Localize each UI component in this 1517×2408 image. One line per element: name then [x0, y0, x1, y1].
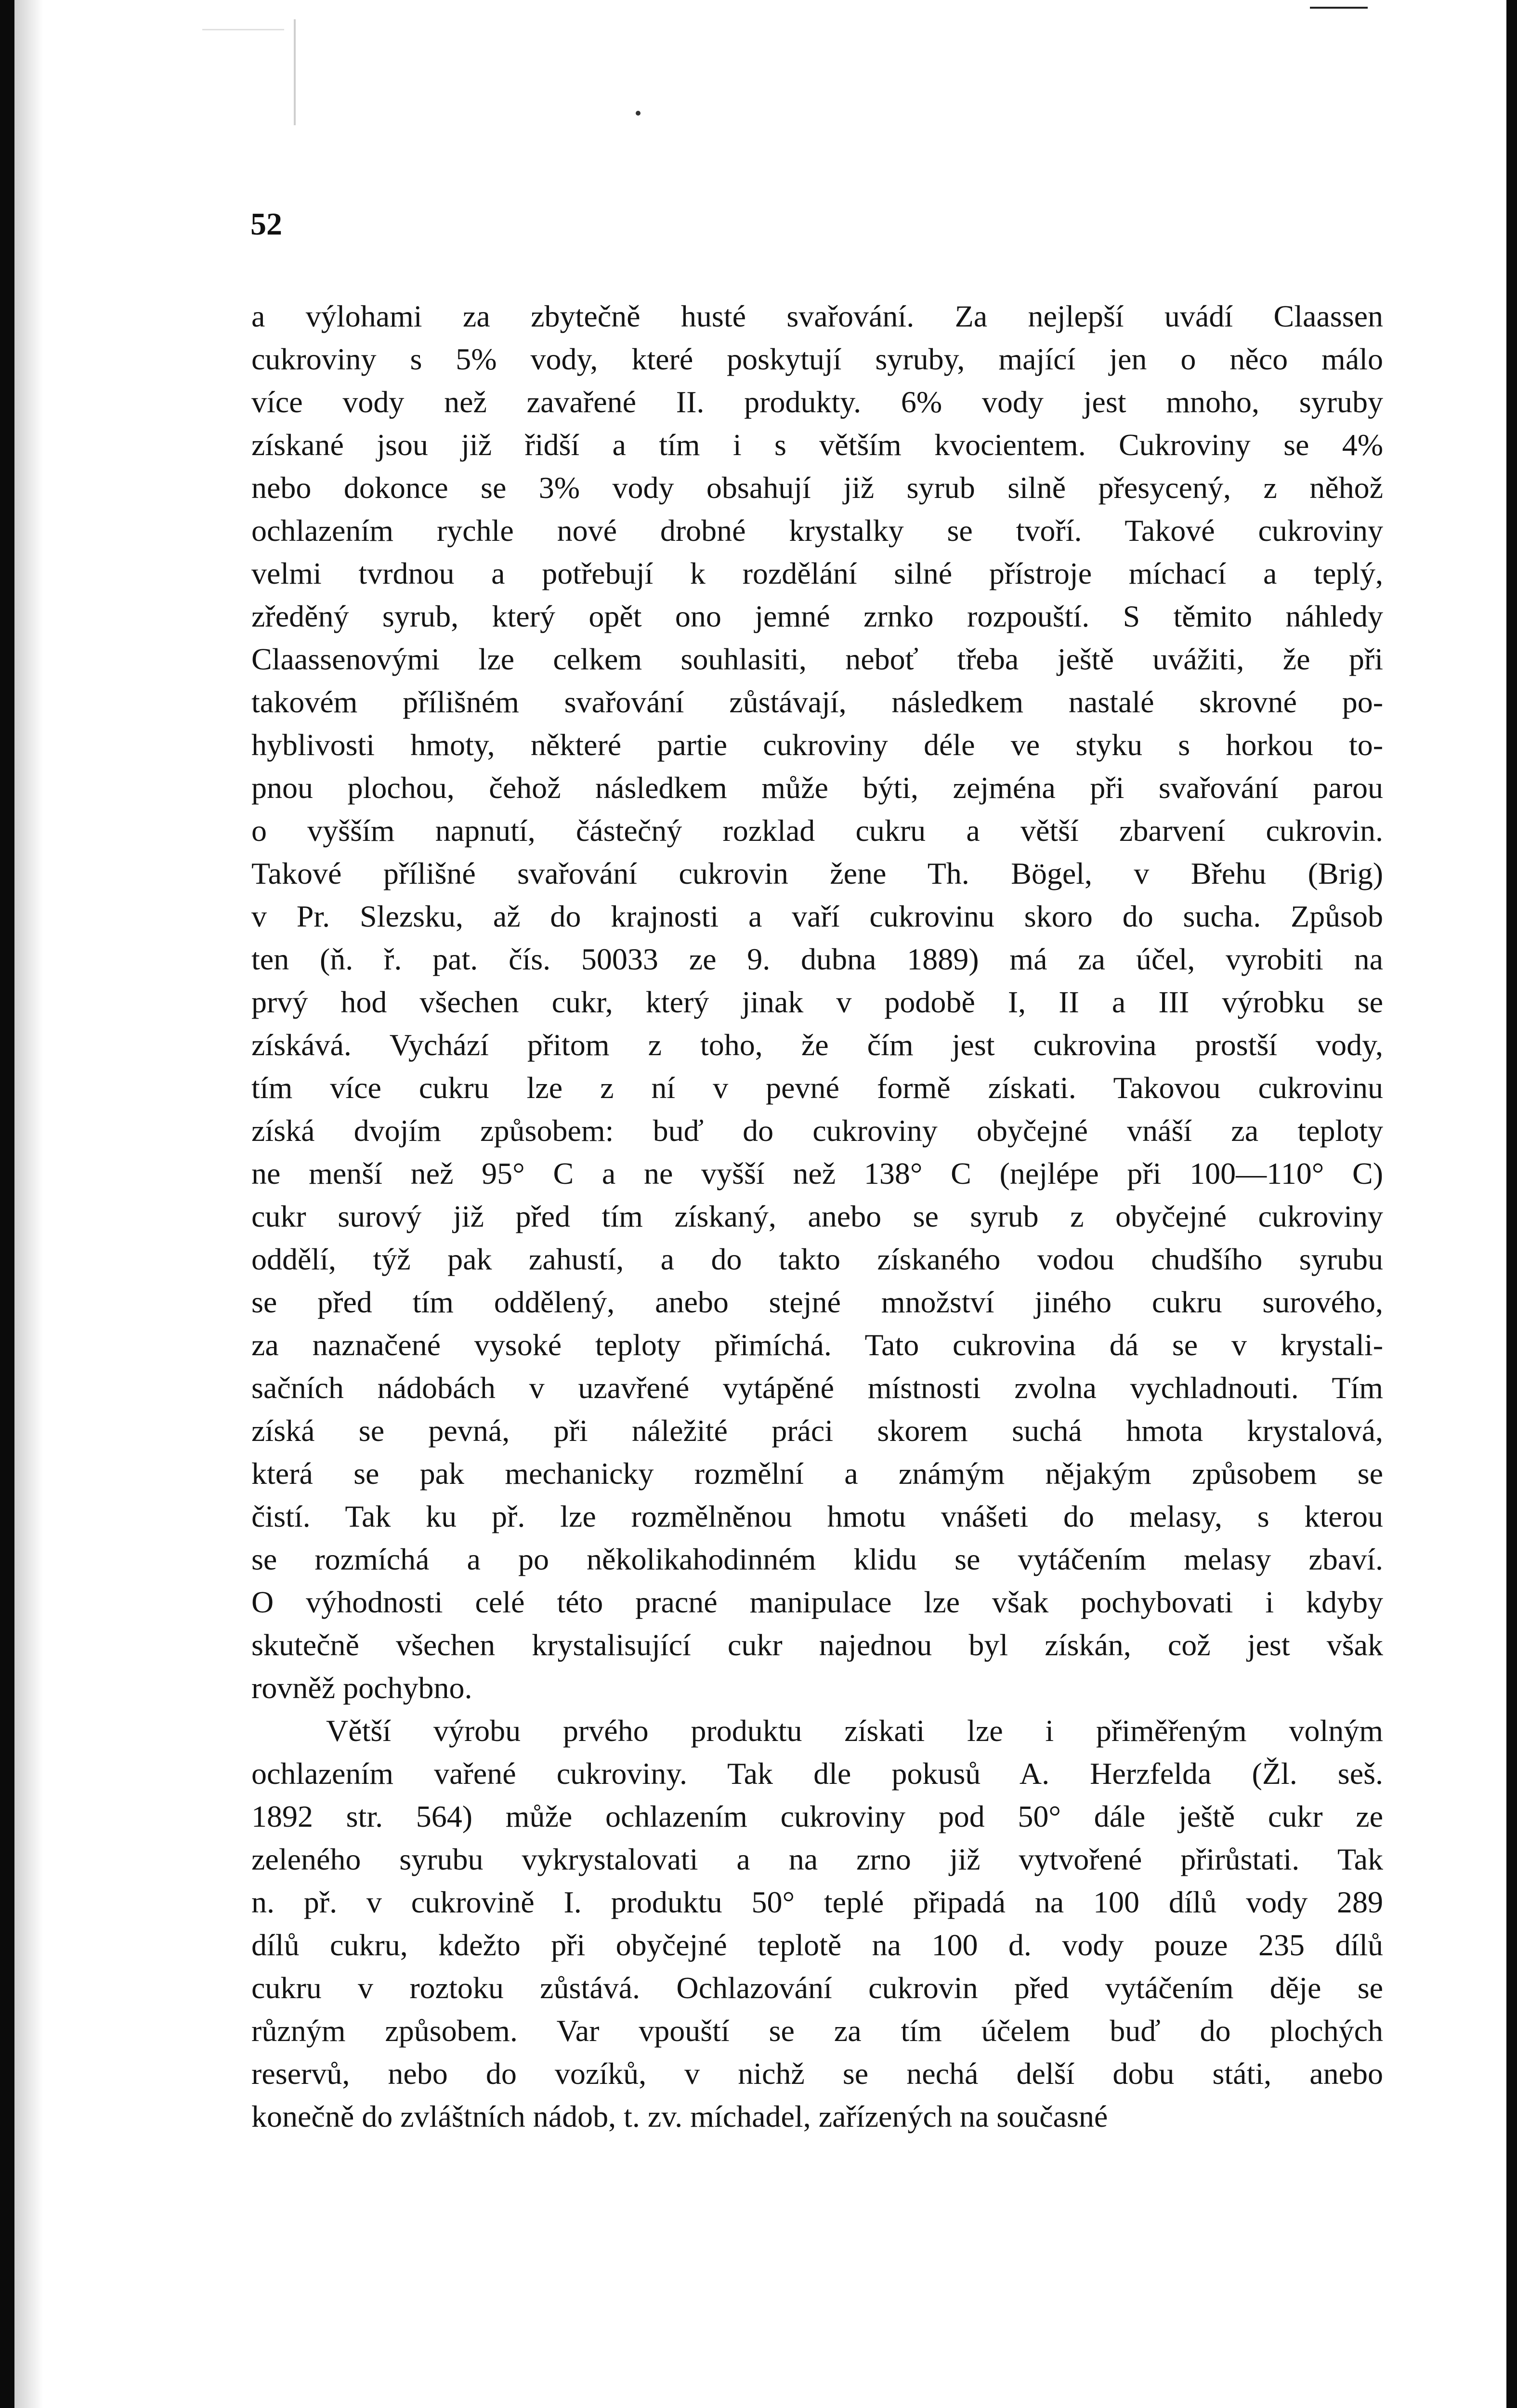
text-line: různým způsobem. Var vpouští se za tím účelem buď do plochých	[251, 2014, 1383, 2048]
text-line: získává. Vychází přitom z toho, že čím jest cukrovina prostší vody,	[251, 1028, 1383, 1062]
text-line: získá dvojím způsobem: buď do cukroviny obyčejné vnáší za teploty	[251, 1113, 1383, 1148]
scan-edge-shadow	[14, 0, 43, 2408]
text-line: zředěný syrub, který opět ono jemné zrnko rozpouští. S těmito náhledy	[251, 599, 1383, 633]
text-line: ochlazením rychle nové drobné krystalky se tvoří. Takové cukroviny	[251, 513, 1383, 548]
paragraph	[251, 1709, 1383, 2138]
text-line: získané jsou již řidší a tím i s větším kvocientem. Cukroviny se 4%	[251, 428, 1383, 462]
text-line: ochlazením vařené cukroviny. Tak dle pokusů A. Herzfelda (Žl. seš.	[251, 1756, 1383, 1791]
text-line: cukru v roztoku zůstává. Ochlazování cukrovin před vytáčením děje se	[251, 1971, 1383, 2005]
text-line: hyblivosti hmoty, některé partie cukroviny déle ve styku s horkou to-	[251, 728, 1383, 762]
scan-border-left	[0, 0, 14, 2408]
text-line: za naznačené vysoké teploty přimíchá. Tato cukrovina dá se v krystali-	[251, 1328, 1383, 1362]
text-line: prvý hod všechen cukr, který jinak v podobě I, II a III výrobku se	[251, 985, 1383, 1019]
scan-artifact	[202, 29, 284, 30]
text-line: Větší výrobu prvého produktu získati lze i přiměřeným volným	[326, 1714, 1383, 1748]
text-line: rovněž pochybno.	[251, 1671, 472, 1705]
text-line: která se pak mechanicky rozmělní a známým nějakým způsobem se	[251, 1456, 1383, 1491]
text-line: sačních nádobách v uzavřené vytápěné místnosti zvolna vychladnouti. Tím	[251, 1371, 1383, 1405]
text-line: pnou plochou, čehož následkem může býti, zejména při svařování parou	[251, 771, 1383, 805]
text-line: O výhodnosti celé této pracné manipulace lze však pochybovati i kdyby	[251, 1585, 1383, 1619]
text-line: konečně do zvláštních nádob, t. zv. míchadel, zařízených na současné	[251, 2099, 1108, 2133]
text-line: se rozmíchá a po několikahodinném klidu se vytáčením melasy zbaví.	[251, 1542, 1383, 1576]
text-line: cukr surový již před tím získaný, anebo se syrub z obyčejné cukroviny	[251, 1199, 1383, 1233]
scan-artifact	[294, 19, 296, 125]
text-line: cukroviny s 5% vody, které poskytují syruby, mající jen o něco málo	[251, 342, 1383, 376]
text-line: ten (ň. ř. pat. čís. 50033 ze 9. dubna 1889) má za účel, vyrobiti na	[251, 942, 1383, 976]
text-line: skutečně všechen krystalisující cukr najednou byl získán, což jest však	[251, 1628, 1383, 1662]
scan-speck	[636, 111, 641, 116]
text-line: čistí. Tak ku př. lze rozmělněnou hmotu vnášeti do melasy, s kterou	[251, 1499, 1383, 1533]
page-number: 52	[250, 207, 282, 242]
text-line: nebo dokonce se 3% vody obsahují již syrub silně přesycený, z něhož	[251, 471, 1383, 505]
text-line: Takové přílišné svařování cukrovin žene Th. Bögel, v Břehu (Brig)	[251, 856, 1383, 890]
text-line: zeleného syrubu vykrystalovati a na zrno již vytvořené přirůstati. Tak	[251, 1842, 1383, 1876]
text-line: 1892 str. 564) může ochlazením cukroviny pod 50° dále ještě cukr ze	[251, 1799, 1383, 1833]
text-line: velmi tvrdnou a potřebují k rozdělání silné přístroje míchací a teplý,	[251, 556, 1383, 590]
text-line: ne menší než 95° C a ne vyšší než 138° C (nejlépe při 100—110° C)	[251, 1156, 1383, 1191]
text-line: Claassenovými lze celkem souhlasiti, neboť třeba ještě uvážiti, že při	[251, 642, 1383, 676]
text-line: se před tím oddělený, anebo stejné množství jiného cukru surového,	[251, 1285, 1383, 1319]
text-line: získá se pevná, při náležité práci skorem suchá hmota krystalová,	[251, 1413, 1383, 1448]
scan-artifact	[1310, 7, 1368, 9]
body-text	[251, 295, 1383, 2138]
text-line: takovém přílišném svařování zůstávají, následkem nastalé skrovné po-	[251, 685, 1383, 719]
paragraph	[251, 295, 1383, 1709]
text-line: v Pr. Slezsku, až do krajnosti a vaří cukrovinu skoro do sucha. Způsob	[251, 899, 1383, 933]
text-line: více vody než zavařené II. produkty. 6% vody jest mnoho, syruby	[251, 385, 1383, 419]
text-line: o vyšším napnutí, částečný rozklad cukru a větší zbarvení cukrovin.	[251, 813, 1383, 848]
text-line: n. př. v cukrovině I. produktu 50° teplé připadá na 100 dílů vody 289	[251, 1885, 1383, 1919]
text-line: dílů cukru, kdežto při obyčejné teplotě na 100 d. vody pouze 235 dílů	[251, 1928, 1383, 1962]
text-line: oddělí, týž pak zahustí, a do takto získaného vodou chudšího syrubu	[251, 1242, 1383, 1276]
text-line: reservů, nebo do vozíků, v nichž se nechá delší dobu státi, anebo	[251, 2056, 1383, 2091]
text-line: a výlohami za zbytečně husté svařování. Za nejlepší uvádí Claassen	[251, 299, 1383, 333]
scan-border-right	[1506, 0, 1517, 2408]
text-line: tím více cukru lze z ní v pevné formě získati. Takovou cukrovinu	[251, 1071, 1383, 1105]
